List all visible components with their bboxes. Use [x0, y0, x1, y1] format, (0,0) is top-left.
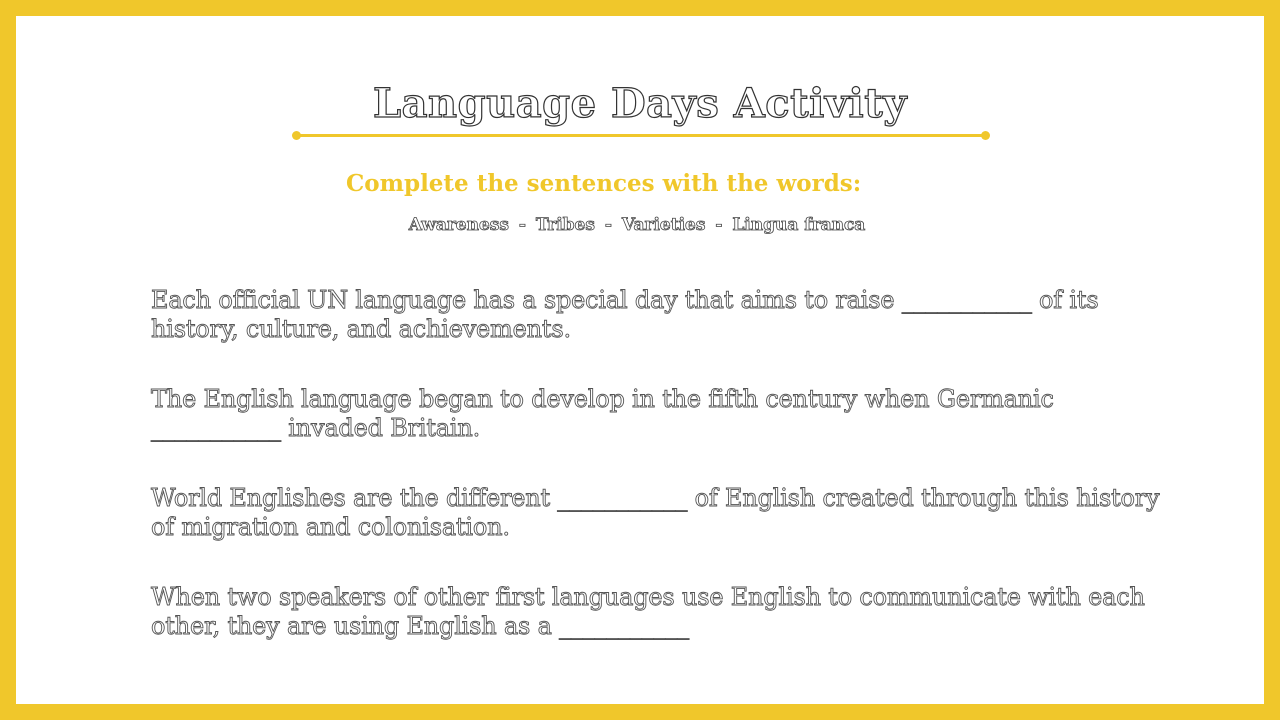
word-bank-item: Varieties [621, 215, 706, 235]
word-bank-item: Awareness [408, 215, 509, 235]
word-bank-item: Tribes [535, 215, 595, 235]
word-bank-separator: - [715, 215, 723, 235]
slide [16, 16, 1264, 704]
sentence-3: World Englishes are the different ___________ of English created through this history of migration and colonisation. [151, 484, 1160, 541]
page-title: Language Days Activity [373, 80, 907, 127]
divider-dot-left [292, 131, 301, 140]
word-bank-separator: - [604, 215, 612, 235]
word-bank-separator: - [518, 215, 526, 235]
word-bank [16, 213, 1258, 237]
instructions-heading: Complete the sentences with the words: [346, 170, 862, 197]
title-divider [296, 134, 986, 137]
sentence-4: When two speakers of other first languages use English to communicate with each other, they are using English as a ___________ [151, 583, 1145, 640]
sentence-2: The English language began to develop in the fifth century when Germanic ___________ invaded Britain. [151, 385, 1054, 442]
sentence-list [151, 286, 1161, 682]
divider-dot-right [981, 131, 990, 140]
sentence-1: Each official UN language has a special day that aims to raise ___________ of its history, culture, and achievements. [151, 286, 1099, 343]
word-bank-item: Lingua franca [732, 215, 866, 235]
